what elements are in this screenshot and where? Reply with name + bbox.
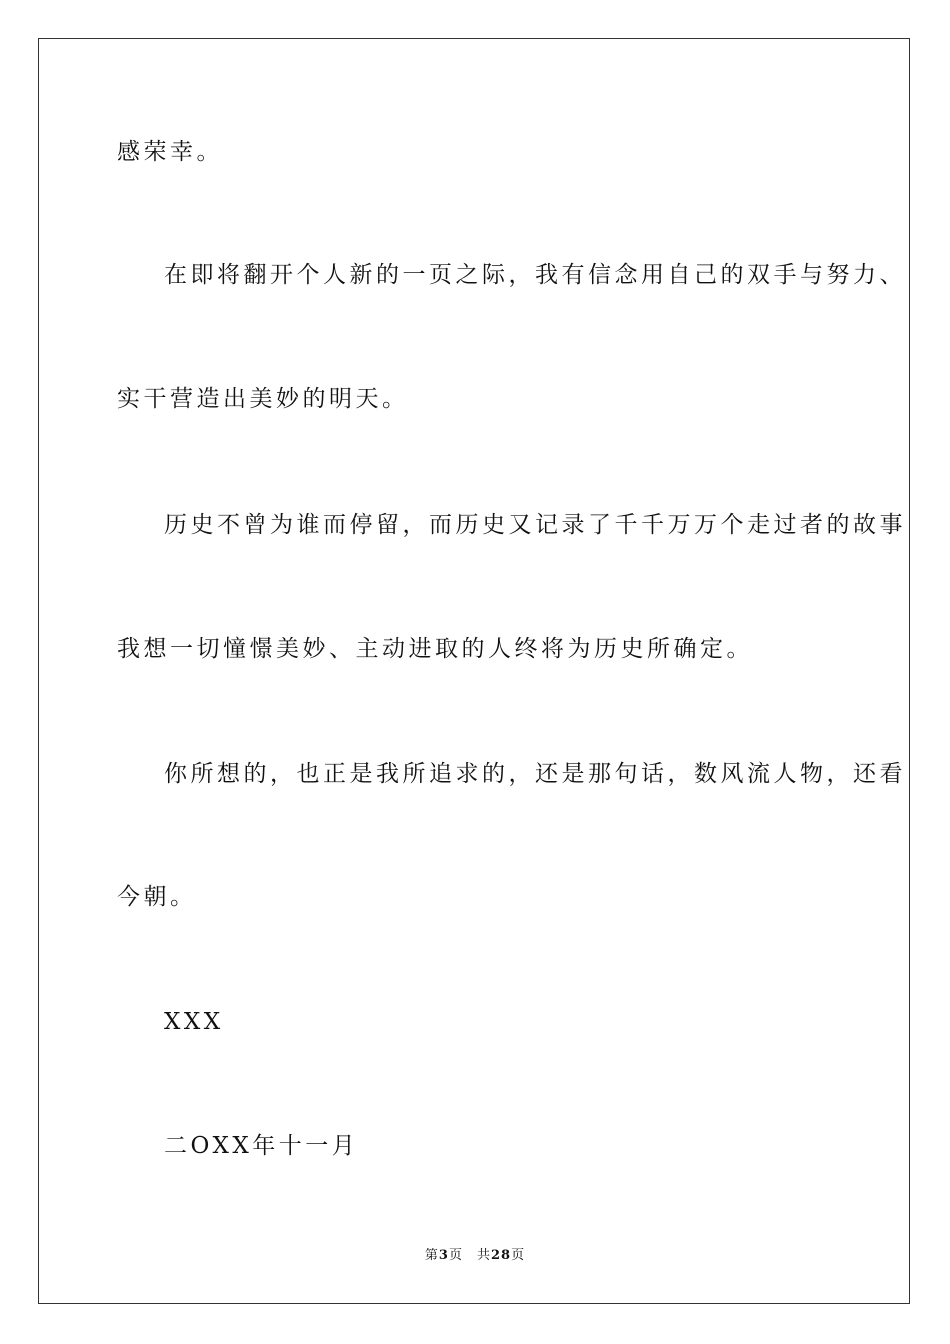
text-line-7: 今朝。 [117, 884, 197, 910]
text-line-5: 我想一切憧憬美妙、主动进取的人终将为历史所确定。 [117, 636, 753, 662]
footer-page-suffix: 页 [448, 1248, 463, 1263]
footer-page-prefix: 第 [424, 1248, 439, 1263]
text-line-4: 历史不曾为谁而停留，而历史又记录了千千万万个走过者的故事 [164, 512, 906, 538]
text-line-1: 感荣幸。 [117, 139, 223, 165]
text-line-2: 在即将翻开个人新的一页之际，我有信念用自己的双手与努力、 [164, 262, 906, 288]
text-line-6: 你所想的，也正是我所追求的，还是那句话，数风流人物，还看 [164, 761, 906, 787]
signature-date: 二OXX年十一月 [164, 1133, 359, 1159]
page-footer [0, 1244, 950, 1263]
page-border [38, 38, 910, 1304]
signature-name: XXX [164, 1009, 224, 1035]
text-line-3: 实干营造出美妙的明天。 [117, 386, 409, 412]
footer-page-number: 3 [438, 1248, 449, 1263]
footer-total-prefix: 共 [476, 1248, 491, 1263]
footer-total-pages: 28 [490, 1248, 512, 1263]
footer-total-suffix: 页 [511, 1248, 526, 1263]
